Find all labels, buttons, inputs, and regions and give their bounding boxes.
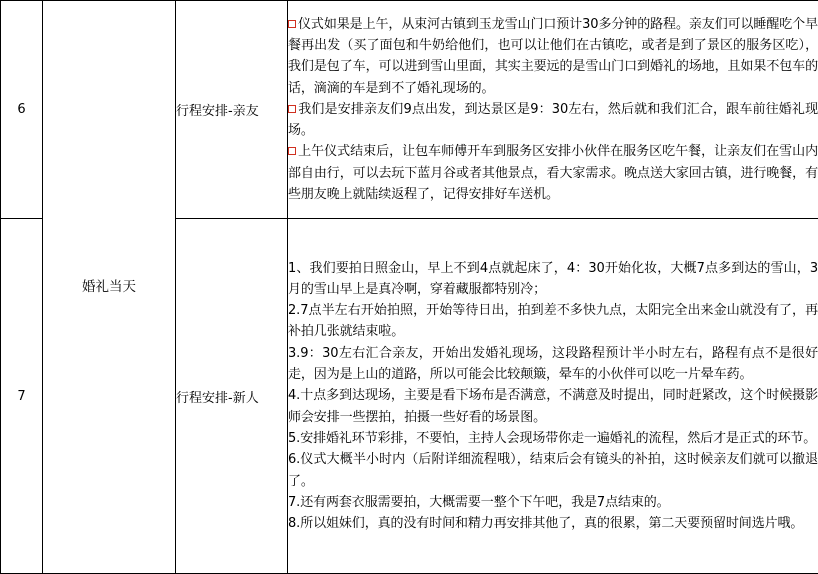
- event-cell: [43, 1, 176, 574]
- day-number-cell: 6: [1, 1, 43, 219]
- table-row-day-6: [1, 1, 818, 219]
- detail-paragraph: 5.安排婚礼环节彩排，不要怕，主持人会现场带你走一遍婚礼的流程，然后才是正式的环节。: [288, 428, 818, 449]
- detail-paragraph: 2.7点半左右开始拍照，开始等待日出，拍到差不多快九点，太阳完全出来金山就没有了，再补拍几张就结束啦。: [288, 300, 818, 343]
- event-label: 婚礼当天: [43, 275, 175, 295]
- detail-paragraph: 4.十点多到达现场，主要是看下场布是否满意，不满意及时提出，同时赶紧改，这个时候摄影师会安排一些摆拍，拍摄一些好看的场景图。: [288, 385, 818, 428]
- detail-cell: [288, 1, 818, 219]
- detail-paragraph: 7.还有两套衣服需要拍，大概需要一整个下午吧，我是7点结束的。: [288, 492, 818, 513]
- detail-cell: [288, 219, 818, 574]
- detail-paragraph: [288, 141, 818, 205]
- red-square-bullet-icon: [288, 20, 296, 28]
- day-number-cell: 7: [1, 219, 43, 574]
- paragraph-text: 仪式如果是上午，从束河古镇到玉龙雪山门口预计30多分钟的路程。亲友们可以睡醒吃个早餐再出发（买了面包和牛奶给他们，也可以让他们在古镇吃，或者是到了景区的服务区吃），我们是包了车，可以进到雪山里面，其实主要远的是雪山门口到婚礼的场地，且如果不包车的话，滴滴的车是到不了婚礼现场的。: [288, 17, 818, 96]
- detail-paragraph: 8.所以姐妹们，真的没有时间和精力再安排其他了，真的很累，第二天要预留时间选片哦。: [288, 513, 818, 534]
- detail-paragraph: 3.9：30左右汇合亲友，开始出发婚礼现场，这段路程预计半小时左右，路程有点不是很好走，因为是上山的道路，所以可能会比较颠簸，晕车的小伙伴可以吃一片晕车药。: [288, 343, 818, 386]
- detail-paragraph: [288, 99, 818, 142]
- detail-paragraph: [288, 14, 818, 99]
- detail-paragraph: 1、我们要拍日照金山，早上不到4点就起床了，4：30开始化妆，大概7点多到达的雪山，3月的雪山早上是真冷啊，穿着藏服都特别冷；: [288, 258, 818, 301]
- topic-cell: 行程安排-新人: [176, 219, 288, 574]
- paragraph-text: 上午仪式结束后，让包车师傅开车到服务区安排小伙伴在服务区吃午餐，让亲友们在雪山内部自由行，可以去玩下蓝月谷或者其他景点，看大家需求。晚点送大家回古镇，进行晚餐，有些朋友晚上就陆续返程了，记得安排好车送机。: [288, 144, 818, 202]
- paragraph-text: 我们是安排亲友们9点出发，到达景区是9：30左右，然后就和我们汇合，跟车前往婚礼现场。: [288, 102, 818, 138]
- topic-cell: 行程安排-亲友: [176, 1, 288, 219]
- detail-paragraph: 6.仪式大概半小时内（后附详细流程哦），结束后会有镜头的补拍，这时候亲友们就可以撤退了。: [288, 449, 818, 492]
- red-square-bullet-icon: [288, 147, 296, 155]
- red-square-bullet-icon: [288, 105, 296, 113]
